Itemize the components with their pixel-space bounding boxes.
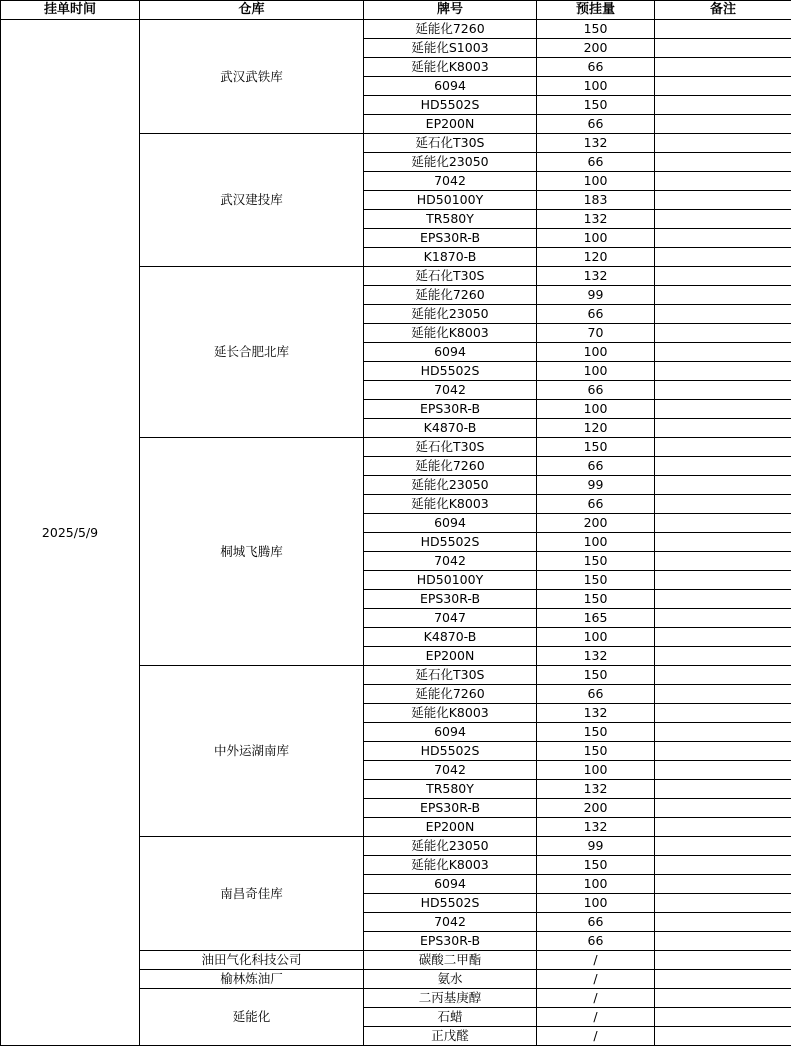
qty-cell: 100 — [537, 628, 655, 647]
grade-cell: 6094 — [364, 77, 537, 96]
qty-cell: 150 — [537, 723, 655, 742]
qty-cell: 132 — [537, 134, 655, 153]
note-cell — [655, 172, 791, 191]
grade-cell: EP200N — [364, 818, 537, 837]
header-grade: 牌号 — [364, 1, 537, 20]
grade-cell: HD50100Y — [364, 571, 537, 590]
qty-cell: 200 — [537, 39, 655, 58]
note-cell — [655, 229, 791, 248]
grade-cell: K1870-B — [364, 248, 537, 267]
note-cell — [655, 305, 791, 324]
qty-cell: 99 — [537, 837, 655, 856]
grade-cell: 延能化23050 — [364, 305, 537, 324]
note-cell — [655, 134, 791, 153]
qty-cell: / — [537, 1027, 655, 1046]
qty-cell: 120 — [537, 248, 655, 267]
note-cell — [655, 647, 791, 666]
grade-cell: HD50100Y — [364, 191, 537, 210]
note-cell — [655, 780, 791, 799]
qty-cell: 66 — [537, 153, 655, 172]
note-cell — [655, 818, 791, 837]
note-cell — [655, 799, 791, 818]
grade-cell: 6094 — [364, 343, 537, 362]
note-cell — [655, 476, 791, 495]
note-cell — [655, 115, 791, 134]
note-cell — [655, 210, 791, 229]
note-cell — [655, 1008, 791, 1027]
qty-cell: 132 — [537, 704, 655, 723]
grade-cell: 延能化23050 — [364, 476, 537, 495]
grade-cell: 延石化T30S — [364, 666, 537, 685]
note-cell — [655, 723, 791, 742]
header-warehouse: 仓库 — [140, 1, 364, 20]
qty-cell: / — [537, 970, 655, 989]
qty-cell: 150 — [537, 20, 655, 39]
grade-cell: EP200N — [364, 115, 537, 134]
grade-cell: 正戊醛 — [364, 1027, 537, 1046]
grade-cell: 7042 — [364, 552, 537, 571]
grade-cell: 延能化7260 — [364, 20, 537, 39]
note-cell — [655, 533, 791, 552]
warehouse-cell: 武汉建投库 — [140, 134, 364, 267]
qty-cell: 150 — [537, 571, 655, 590]
qty-cell: 100 — [537, 77, 655, 96]
note-cell — [655, 875, 791, 894]
grade-cell: 延能化7260 — [364, 457, 537, 476]
grade-cell: 石蜡 — [364, 1008, 537, 1027]
grade-cell: 延能化K8003 — [364, 856, 537, 875]
header-note: 备注 — [655, 1, 791, 20]
qty-cell: 165 — [537, 609, 655, 628]
qty-cell: 66 — [537, 115, 655, 134]
qty-cell: 132 — [537, 818, 655, 837]
grade-cell: EP200N — [364, 647, 537, 666]
grade-cell: 氨水 — [364, 970, 537, 989]
qty-cell: 66 — [537, 685, 655, 704]
qty-cell: 66 — [537, 58, 655, 77]
note-cell — [655, 837, 791, 856]
note-cell — [655, 343, 791, 362]
grade-cell: HD5502S — [364, 742, 537, 761]
qty-cell: 100 — [537, 761, 655, 780]
qty-cell: 150 — [537, 742, 655, 761]
qty-cell: 100 — [537, 343, 655, 362]
header-date: 挂单时间 — [1, 1, 140, 20]
grade-cell: HD5502S — [364, 362, 537, 381]
grade-cell: 7047 — [364, 609, 537, 628]
qty-cell: 100 — [537, 229, 655, 248]
qty-cell: / — [537, 1008, 655, 1027]
note-cell — [655, 609, 791, 628]
qty-cell: 99 — [537, 286, 655, 305]
qty-cell: 183 — [537, 191, 655, 210]
grade-cell: 6094 — [364, 514, 537, 533]
qty-cell: 100 — [537, 400, 655, 419]
qty-cell: 150 — [537, 438, 655, 457]
note-cell — [655, 96, 791, 115]
qty-cell: 99 — [537, 476, 655, 495]
qty-cell: 66 — [537, 457, 655, 476]
grade-cell: EPS30R-B — [364, 400, 537, 419]
grade-cell: 二丙基庚醇 — [364, 989, 537, 1008]
note-cell — [655, 951, 791, 970]
grade-cell: 碳酸二甲酯 — [364, 951, 537, 970]
qty-cell: 100 — [537, 362, 655, 381]
note-cell — [655, 856, 791, 875]
qty-cell: 150 — [537, 666, 655, 685]
qty-cell: 200 — [537, 799, 655, 818]
note-cell — [655, 742, 791, 761]
note-cell — [655, 457, 791, 476]
note-cell — [655, 1027, 791, 1046]
warehouse-cell: 油田气化科技公司 — [140, 951, 364, 970]
note-cell — [655, 20, 791, 39]
qty-cell: 66 — [537, 913, 655, 932]
qty-cell: 66 — [537, 381, 655, 400]
note-cell — [655, 58, 791, 77]
note-cell — [655, 153, 791, 172]
note-cell — [655, 932, 791, 951]
grade-cell: 7042 — [364, 172, 537, 191]
qty-cell: 150 — [537, 590, 655, 609]
warehouse-cell: 延长合肥北库 — [140, 267, 364, 438]
qty-cell: / — [537, 989, 655, 1008]
grade-cell: 延能化K8003 — [364, 495, 537, 514]
warehouse-cell: 榆林炼油厂 — [140, 970, 364, 989]
note-cell — [655, 248, 791, 267]
warehouse-cell: 中外运湖南库 — [140, 666, 364, 837]
header-qty: 预挂量 — [537, 1, 655, 20]
note-cell — [655, 913, 791, 932]
note-cell — [655, 590, 791, 609]
note-cell — [655, 666, 791, 685]
qty-cell: 100 — [537, 894, 655, 913]
grade-cell: HD5502S — [364, 533, 537, 552]
warehouse-cell: 武汉武铁库 — [140, 20, 364, 134]
grade-cell: 7042 — [364, 761, 537, 780]
note-cell — [655, 362, 791, 381]
grade-cell: 延石化T30S — [364, 134, 537, 153]
warehouse-cell: 延能化 — [140, 989, 364, 1046]
note-cell — [655, 191, 791, 210]
grade-cell: 7042 — [364, 381, 537, 400]
qty-cell: 132 — [537, 780, 655, 799]
note-cell — [655, 419, 791, 438]
grade-cell: 延能化7260 — [364, 685, 537, 704]
grade-cell: EPS30R-B — [364, 590, 537, 609]
grade-cell: 延能化K8003 — [364, 58, 537, 77]
qty-cell: 100 — [537, 875, 655, 894]
grade-cell: TR580Y — [364, 210, 537, 229]
grade-cell: 延能化23050 — [364, 837, 537, 856]
qty-cell: 120 — [537, 419, 655, 438]
grade-cell: 6094 — [364, 875, 537, 894]
note-cell — [655, 514, 791, 533]
qty-cell: 132 — [537, 267, 655, 286]
qty-cell: 100 — [537, 172, 655, 191]
grade-cell: K4870-B — [364, 628, 537, 647]
grade-cell: HD5502S — [364, 96, 537, 115]
note-cell — [655, 894, 791, 913]
grade-cell: K4870-B — [364, 419, 537, 438]
qty-cell: 66 — [537, 932, 655, 951]
note-cell — [655, 495, 791, 514]
grade-cell: 延能化K8003 — [364, 704, 537, 723]
note-cell — [655, 970, 791, 989]
note-cell — [655, 704, 791, 723]
qty-cell: 200 — [537, 514, 655, 533]
note-cell — [655, 685, 791, 704]
grade-cell: 延石化T30S — [364, 438, 537, 457]
note-cell — [655, 400, 791, 419]
note-cell — [655, 77, 791, 96]
grade-cell: EPS30R-B — [364, 229, 537, 248]
grade-cell: 延能化K8003 — [364, 324, 537, 343]
grade-cell: HD5502S — [364, 894, 537, 913]
grade-cell: 延能化S1003 — [364, 39, 537, 58]
note-cell — [655, 571, 791, 590]
listing-date-cell: 2025/5/9 — [1, 20, 140, 1046]
qty-cell: 150 — [537, 96, 655, 115]
grade-cell: 6094 — [364, 723, 537, 742]
qty-cell: 66 — [537, 495, 655, 514]
qty-cell: 70 — [537, 324, 655, 343]
grade-cell: 延能化23050 — [364, 153, 537, 172]
warehouse-cell: 南昌奇佳库 — [140, 837, 364, 951]
grade-cell: EPS30R-B — [364, 799, 537, 818]
header-row — [1, 1, 791, 20]
grade-cell: 延能化7260 — [364, 286, 537, 305]
grade-cell: 延石化T30S — [364, 267, 537, 286]
qty-cell: / — [537, 951, 655, 970]
qty-cell: 132 — [537, 647, 655, 666]
note-cell — [655, 552, 791, 571]
note-cell — [655, 761, 791, 780]
note-cell — [655, 286, 791, 305]
note-cell — [655, 324, 791, 343]
grade-cell: EPS30R-B — [364, 932, 537, 951]
note-cell — [655, 381, 791, 400]
table-body — [1, 20, 791, 1046]
table-row — [1, 20, 791, 39]
qty-cell: 100 — [537, 533, 655, 552]
note-cell — [655, 267, 791, 286]
note-cell — [655, 438, 791, 457]
qty-cell: 150 — [537, 552, 655, 571]
qty-cell: 66 — [537, 305, 655, 324]
note-cell — [655, 39, 791, 58]
qty-cell: 150 — [537, 856, 655, 875]
grade-cell: TR580Y — [364, 780, 537, 799]
note-cell — [655, 628, 791, 647]
note-cell — [655, 989, 791, 1008]
grade-cell: 7042 — [364, 913, 537, 932]
warehouse-cell: 桐城飞腾库 — [140, 438, 364, 666]
qty-cell: 132 — [537, 210, 655, 229]
